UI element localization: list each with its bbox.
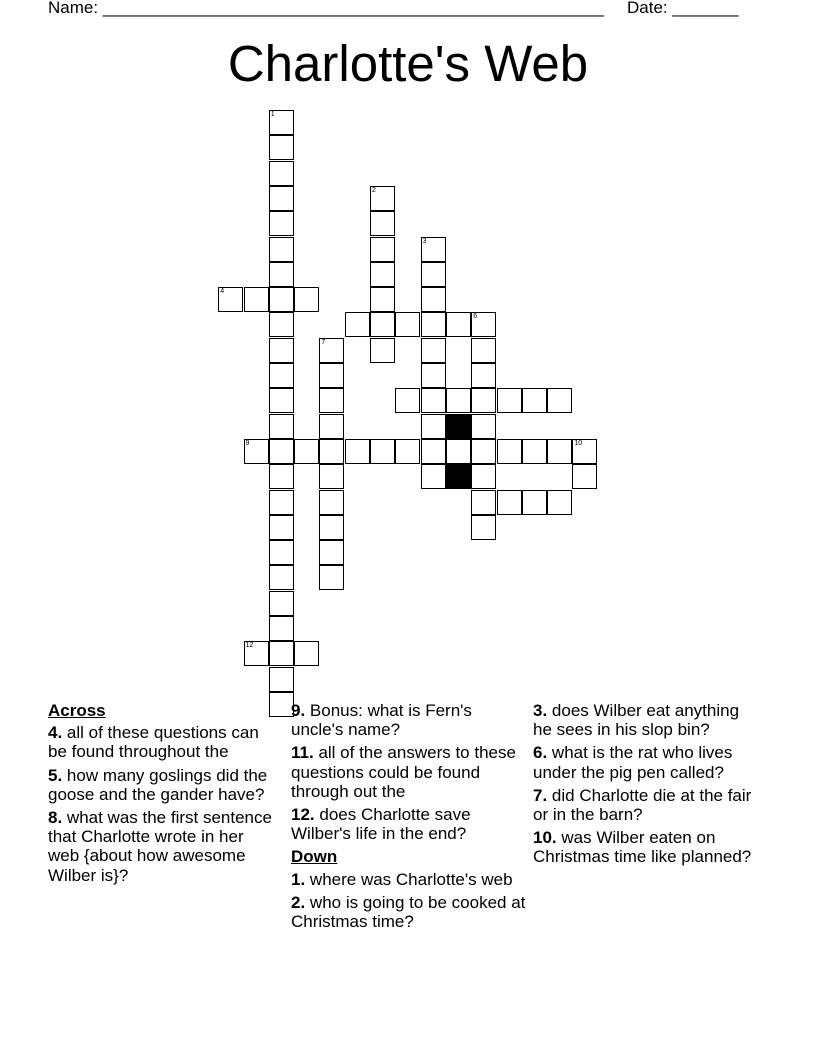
clue-number: 4. [48, 723, 63, 743]
grid-cell[interactable] [421, 237, 446, 262]
grid-cell[interactable] [370, 262, 395, 287]
clue-number: 7. [533, 785, 548, 805]
grid-cell[interactable] [269, 186, 294, 211]
clue-text: all of these questions can be found throughout the [48, 723, 259, 762]
clue-number: 1. [291, 869, 306, 889]
grid-cell[interactable] [395, 388, 420, 413]
grid-cell[interactable] [269, 287, 294, 312]
clue-across-5 [48, 766, 273, 804]
clue-number: 6. [533, 743, 548, 763]
clue-down-6 [533, 743, 758, 781]
grid-cell[interactable] [294, 287, 319, 312]
clue-number: 3. [533, 701, 548, 720]
grid-cell[interactable] [269, 616, 294, 641]
clue-text: does Wilber eat anything he sees in his slop bin? [533, 701, 740, 740]
clue-number-label: 4 [220, 288, 225, 296]
grid-cell[interactable] [471, 363, 496, 388]
grid-cell[interactable] [370, 211, 395, 236]
grid-cell[interactable] [269, 667, 294, 692]
clue-column-2 [291, 701, 526, 935]
grid-cell[interactable] [319, 515, 344, 540]
grid-cell[interactable] [269, 135, 294, 160]
grid-cell[interactable] [522, 388, 547, 413]
clue-number-label: 9 [245, 439, 250, 447]
grid-cell[interactable] [269, 363, 294, 388]
grid-cell[interactable] [471, 414, 496, 439]
grid-cell[interactable] [319, 540, 344, 565]
grid-cell[interactable] [269, 591, 294, 616]
grid-cell[interactable] [421, 439, 446, 464]
grid-cell[interactable] [319, 388, 344, 413]
clue-number-label: 12 [245, 642, 254, 650]
clue-text: what was the first sentence that Charlotte wrote in her web {about how awesome Wilber is}? [48, 808, 272, 885]
clue-number: 8. [48, 808, 63, 828]
grid-cell[interactable] [446, 388, 471, 413]
grid-cell[interactable] [471, 439, 496, 464]
page-title: Charlotte's Web [227, 35, 589, 92]
grid-cell[interactable] [497, 439, 522, 464]
grid-cell[interactable] [269, 388, 294, 413]
clue-number: 5. [48, 765, 63, 785]
grid-cell[interactable] [395, 439, 420, 464]
grid-cell[interactable] [370, 186, 395, 211]
down-heading: Down [291, 847, 338, 867]
grid-cell[interactable] [244, 439, 269, 464]
grid-cell[interactable] [471, 490, 496, 515]
grid-cell[interactable] [370, 237, 395, 262]
black-square [446, 464, 471, 489]
clue-text: who is going to be cooked at Christmas time? [291, 892, 526, 932]
grid-cell[interactable] [218, 287, 243, 312]
clue-number-label: 3 [422, 237, 427, 245]
grid-cell[interactable] [446, 439, 471, 464]
grid-cell[interactable] [244, 641, 269, 666]
clue-text: where was Charlotte's web [309, 869, 513, 889]
clue-down-2 [291, 893, 526, 931]
grid-cell[interactable] [269, 211, 294, 236]
grid-cell[interactable] [421, 414, 446, 439]
grid-cell[interactable] [269, 439, 294, 464]
grid-cell[interactable] [395, 312, 420, 337]
grid-cell[interactable] [269, 490, 294, 515]
grid-cell[interactable] [421, 262, 446, 287]
grid-cell[interactable] [269, 464, 294, 489]
grid-cell[interactable] [319, 338, 344, 363]
grid-cell[interactable] [421, 363, 446, 388]
clue-text: Bonus: what is Fern's uncle's name? [291, 701, 472, 740]
clue-down-10 [533, 828, 758, 866]
date-field-label: Date: _______ [627, 0, 739, 17]
grid-cell[interactable] [547, 388, 572, 413]
grid-cell[interactable] [319, 414, 344, 439]
grid-cell[interactable] [269, 161, 294, 186]
grid-cell[interactable] [572, 464, 597, 489]
clue-text: all of the answers to these questions could be found through out the [291, 743, 516, 801]
grid-cell[interactable] [370, 439, 395, 464]
grid-cell[interactable] [319, 565, 344, 590]
grid-cell[interactable] [497, 388, 522, 413]
grid-cell[interactable] [471, 388, 496, 413]
grid-cell[interactable] [421, 464, 446, 489]
clue-number: 12. [291, 805, 315, 825]
grid-cell[interactable] [471, 312, 496, 337]
clue-number-label: 10 [574, 439, 583, 447]
grid-cell[interactable] [345, 439, 370, 464]
grid-cell[interactable] [471, 338, 496, 363]
grid-cell[interactable] [319, 363, 344, 388]
grid-cell[interactable] [269, 414, 294, 439]
clue-number-label: 7 [321, 338, 326, 346]
clue-number-label: 2 [372, 186, 376, 194]
grid-cell[interactable] [269, 641, 294, 666]
grid-cell[interactable] [244, 287, 269, 312]
grid-cell[interactable] [421, 338, 446, 363]
clue-column-3 [533, 701, 758, 871]
clue-across-11 [291, 743, 526, 801]
grid-cell[interactable] [471, 464, 496, 489]
grid-cell[interactable] [522, 490, 547, 515]
grid-cell[interactable] [294, 641, 319, 666]
grid-cell[interactable] [269, 262, 294, 287]
clue-text: was Wilber eaten on Christmas time like planned? [533, 828, 752, 867]
clue-across-4 [48, 723, 273, 761]
grid-cell[interactable] [269, 515, 294, 540]
name-field-label: Name: _____________________________________________________ [48, 0, 604, 17]
clue-number: 10. [533, 828, 557, 848]
grid-cell[interactable] [572, 439, 597, 464]
grid-cell[interactable] [269, 110, 294, 135]
grid-cell[interactable] [370, 287, 395, 312]
grid-cell[interactable] [345, 312, 370, 337]
grid-cell[interactable] [269, 237, 294, 262]
clue-down-1 [291, 870, 526, 889]
clue-text: how many goslings did the goose and the gander have? [48, 765, 268, 804]
clue-column-1 [48, 701, 273, 889]
grid-cell[interactable] [547, 439, 572, 464]
grid-cell[interactable] [319, 439, 344, 464]
clue-number: 2. [291, 892, 306, 912]
grid-cell[interactable] [370, 338, 395, 363]
grid-cell[interactable] [269, 312, 294, 337]
black-square [446, 414, 471, 439]
clue-across-9 [291, 701, 526, 739]
clue-down-3 [533, 701, 758, 739]
grid-cell[interactable] [269, 338, 294, 363]
clue-across-12 [291, 805, 526, 843]
grid-cell[interactable] [446, 312, 471, 337]
clue-number: 11. [291, 743, 314, 763]
clue-down-7 [533, 786, 758, 824]
clue-text: what is the rat who lives under the pig pen called? [533, 743, 733, 782]
grid-cell[interactable] [319, 464, 344, 489]
clue-number-label: 1 [270, 111, 275, 118]
grid-cell[interactable] [547, 490, 572, 515]
grid-cell[interactable] [269, 540, 294, 565]
grid-cell[interactable] [370, 312, 395, 337]
grid-cell[interactable] [421, 388, 446, 413]
grid-cell[interactable] [421, 312, 446, 337]
grid-cell[interactable] [471, 515, 496, 540]
clue-number-label: 6 [473, 313, 478, 321]
clue-number: 9. [291, 701, 306, 720]
grid-cell[interactable] [421, 287, 446, 312]
clue-text: did Charlotte die at the fair or in the barn? [533, 785, 752, 825]
grid-cell[interactable] [497, 490, 522, 515]
grid-cell[interactable] [269, 565, 294, 590]
grid-cell[interactable] [294, 439, 319, 464]
clue-text: does Charlotte save Wilber's life in the end? [291, 805, 471, 844]
clue-across-8 [48, 808, 273, 885]
grid-cell[interactable] [522, 439, 547, 464]
grid-cell[interactable] [319, 490, 344, 515]
across-heading: Across [48, 701, 106, 720]
